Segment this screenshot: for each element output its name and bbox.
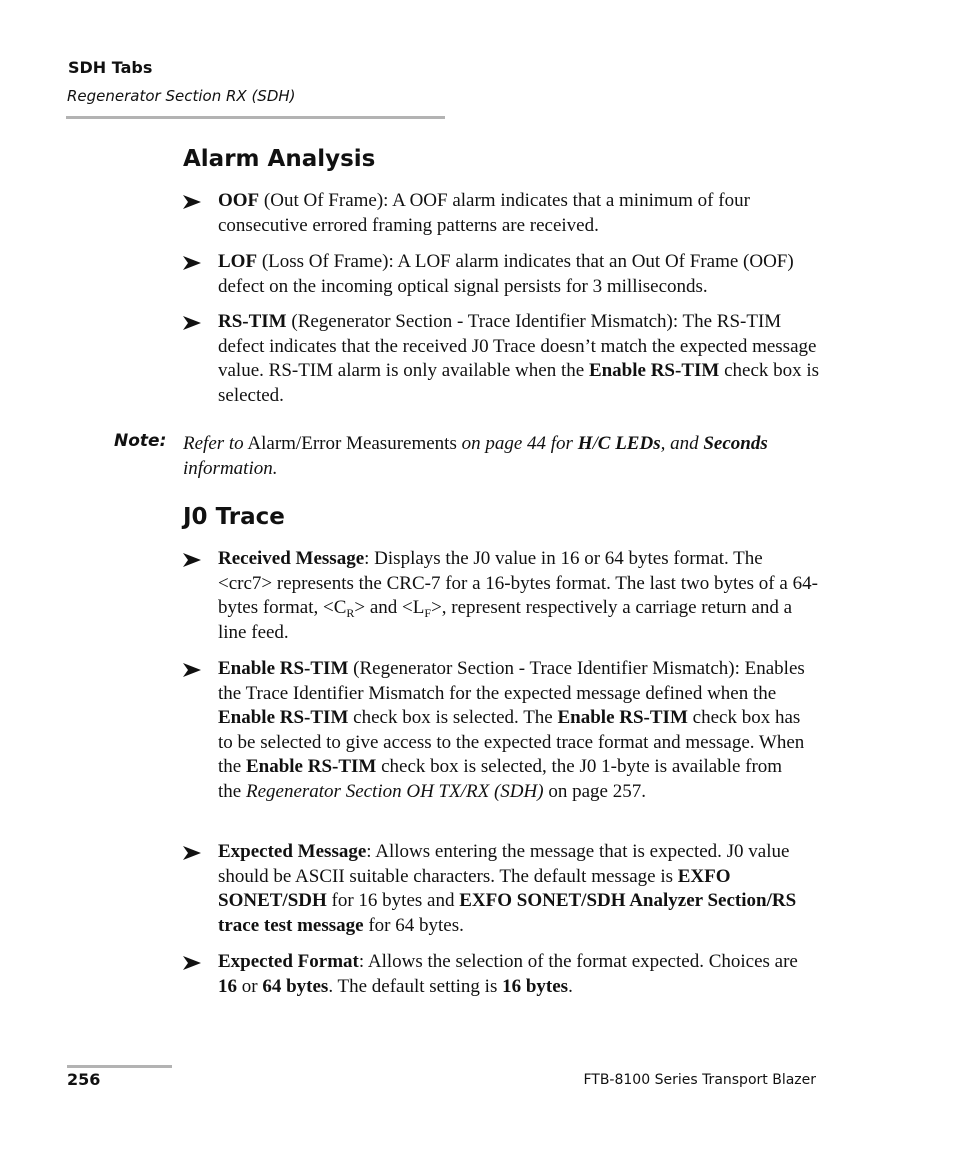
note-c-leds: C LEDs <box>597 433 661 454</box>
oof-description: (Out Of Frame): A OOF alarm indicates that a minimum of four consecutive errored framing patterns are received. <box>218 190 750 236</box>
bullet-arrow-icon <box>183 250 201 274</box>
note-seconds: Seconds <box>703 433 768 454</box>
term-received-message: Received Message <box>218 548 365 569</box>
section-subtitle: Regenerator Section RX (SDH) <box>67 87 296 105</box>
enable-rs-tim-ref: Enable RS-TIM <box>588 360 720 382</box>
note-page-ref: on page 44 for <box>461 433 578 454</box>
expected-format-text-4: . <box>568 975 573 997</box>
footer-rule <box>67 1065 172 1068</box>
rs-tim-description: (Regenerator Section - Trace Identifier Mismatch): The RS-TIM defect indicates that the received J0 Trace doesn’t match the expected message value. RS-TIM alarm is only available when the <box>218 311 817 382</box>
bullet-arrow-icon <box>183 950 201 974</box>
rs-tim-description-end: check box is selected. <box>218 360 820 406</box>
enable-text-2: check box is selected. The <box>348 707 558 729</box>
note-slash: / <box>592 433 598 454</box>
bullet-lof <box>218 250 838 299</box>
subscript-r: R <box>346 606 355 621</box>
note-and: , and <box>660 433 704 454</box>
bullet-received-message <box>218 547 818 645</box>
bullet-arrow-icon <box>183 547 201 571</box>
subscript-f: F <box>424 606 432 621</box>
note-label: Note: <box>114 431 167 451</box>
bullet-arrow-icon <box>183 310 201 334</box>
choice-16: 16 <box>218 975 237 997</box>
default-msg-64: EXFO SONET/SDH Analyzer Section/RS trace test message <box>218 890 797 936</box>
section-title: SDH Tabs <box>68 58 153 77</box>
bullet-arrow-icon <box>183 840 201 864</box>
note-link-alarm-error[interactable]: Alarm/Error Measurements <box>243 433 462 454</box>
note-text <box>183 431 833 481</box>
term-expected-format: Expected Format <box>218 951 359 972</box>
enable-text-5: on page 257. <box>543 780 646 802</box>
lof-description: (Loss Of Frame): A LOF alarm indicates that an Out Of Frame (OOF) defect on the incoming optical signal persists for 3 milliseconds. <box>218 251 794 297</box>
bullet-expected-format <box>218 950 798 999</box>
term-expected-message: Expected Message <box>218 841 367 862</box>
link-regenerator-section-oh[interactable]: Regenerator Section OH TX/RX (SDH) <box>245 780 544 802</box>
term-enable-rs-tim: Enable RS-TIM <box>218 658 349 679</box>
default-msg-16: EXFO SONET/SDH <box>218 865 731 912</box>
bullet-rs-tim <box>218 310 828 408</box>
page-number: 256 <box>67 1070 101 1089</box>
heading-j0-trace: J0 Trace <box>183 504 285 530</box>
bullet-oof <box>218 189 828 238</box>
note-h: H <box>577 433 593 454</box>
expected-message-text-1: : Allows entering the message that is expected. J0 value should be ASCII suitable characters. The default message is <box>218 841 790 887</box>
term-rs-tim: RS-TIM <box>218 311 287 332</box>
enable-bold-2: Enable RS-TIM <box>557 707 688 729</box>
note-information: information. <box>183 458 278 479</box>
enable-text-3: check box has to be selected to give access to the expected trace format and message. When the <box>218 707 805 778</box>
heading-alarm-analysis: Alarm Analysis <box>183 146 376 172</box>
received-text-3: >, represent respectively a carriage return and a line feed. <box>218 597 793 643</box>
choice-64-bytes: 64 bytes <box>262 975 329 997</box>
enable-text-1: (Regenerator Section - Trace Identifier Mismatch): Enables the Trace Identifier Mismatch for the expected message defined when the <box>218 658 805 704</box>
bullet-arrow-icon <box>183 657 201 681</box>
header-rule <box>66 116 445 119</box>
expected-message-text-2: for 16 bytes and <box>326 890 460 912</box>
expected-format-text-1: : Allows the selection of the format expected. Choices are <box>358 951 798 972</box>
document-title: FTB-8100 Series Transport Blazer <box>583 1072 816 1088</box>
received-text-1: : Displays the J0 value in 16 or 64 bytes format. The <crc7> represents the CRC-7 for a 16-bytes format. The last two bytes of a 64-bytes format, <C <box>218 548 818 619</box>
bullet-expected-message <box>218 840 808 938</box>
bullet-enable-rs-tim <box>218 657 808 805</box>
enable-text-4: check box is selected, the J0 1-byte is available from the <box>218 756 783 802</box>
enable-bold-3: Enable RS-TIM <box>245 756 377 778</box>
enable-bold-1: Enable RS-TIM <box>218 707 349 729</box>
expected-message-text-3: for 64 bytes. <box>363 914 464 936</box>
expected-format-text-3: . The default setting is <box>328 975 503 997</box>
term-lof: LOF <box>218 251 258 272</box>
bullet-arrow-icon <box>183 189 201 213</box>
term-oof: OOF <box>218 190 260 211</box>
note-refer: Refer to <box>183 433 244 454</box>
received-text-2: > and <L <box>354 597 425 619</box>
default-16-bytes: 16 bytes <box>502 975 569 997</box>
expected-format-text-2: or <box>237 975 263 997</box>
